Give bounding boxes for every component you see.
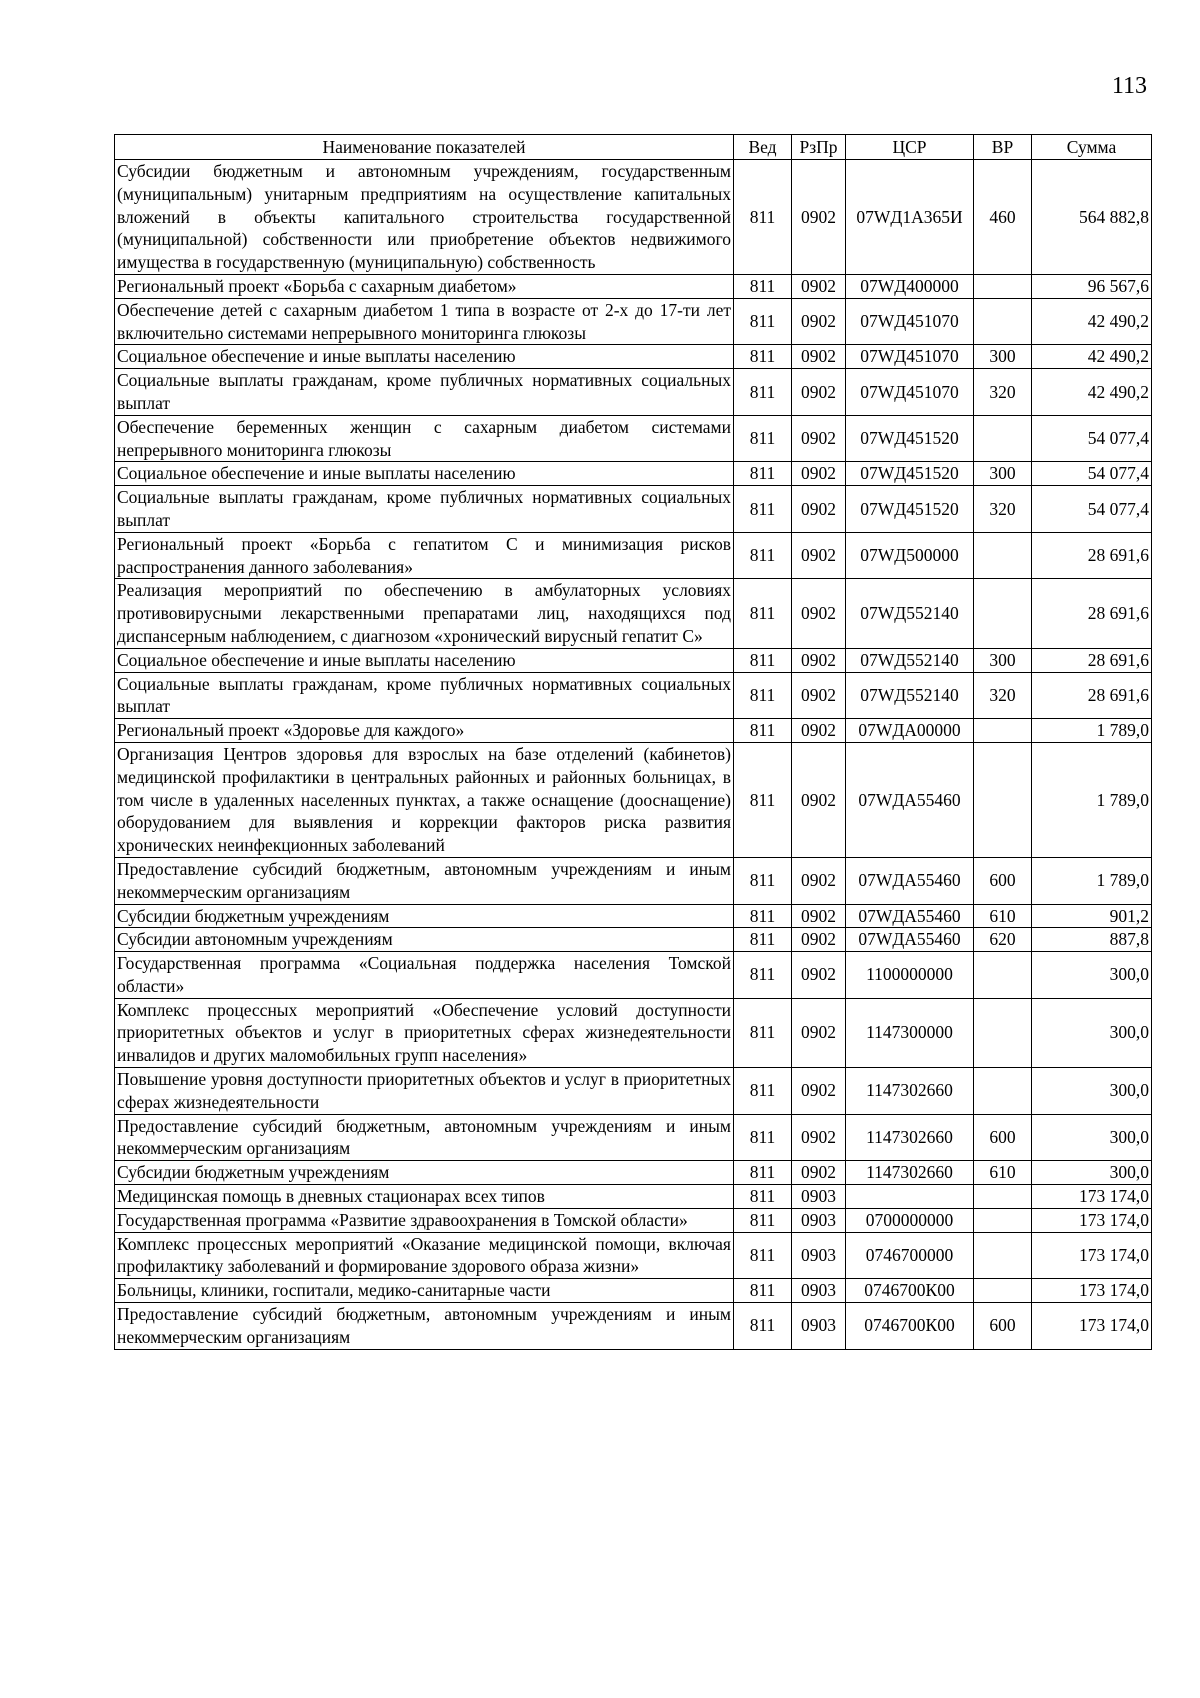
table-row	[115, 928, 1152, 952]
cell-sum: 54 077,4	[1032, 462, 1152, 486]
cell-ved: 811	[734, 719, 792, 743]
cell-vr	[974, 952, 1032, 999]
cell-rzpr: 0903	[792, 1232, 846, 1279]
cell-name: Региональный проект «Здоровье для каждого»	[115, 719, 734, 743]
cell-vr: 610	[974, 904, 1032, 928]
cell-ved: 811	[734, 532, 792, 579]
cell-csr: 07WД400000	[846, 274, 974, 298]
cell-csr: 0746700К00	[846, 1279, 974, 1303]
cell-rzpr: 0902	[792, 298, 846, 345]
table-row	[115, 462, 1152, 486]
header-sum: Сумма	[1032, 135, 1152, 160]
cell-sum: 54 077,4	[1032, 415, 1152, 462]
cell-sum: 173 174,0	[1032, 1303, 1152, 1350]
cell-name: Обеспечение детей с сахарным диабетом 1 типа в возрасте от 2-х до 17-ти лет включительно системами непрерывного мониторинга глюкозы	[115, 298, 734, 345]
cell-ved: 811	[734, 579, 792, 648]
cell-sum: 300,0	[1032, 1068, 1152, 1115]
table-row	[115, 742, 1152, 857]
cell-rzpr: 0902	[792, 648, 846, 672]
cell-csr: 07WД451070	[846, 298, 974, 345]
table-row	[115, 486, 1152, 533]
cell-sum: 96 567,6	[1032, 274, 1152, 298]
cell-rzpr: 0902	[792, 857, 846, 904]
cell-name: Предоставление субсидий бюджетным, автономным учреждениям и иным некоммерческим организациям	[115, 1114, 734, 1161]
cell-name: Субсидии бюджетным учреждениям	[115, 904, 734, 928]
cell-vr	[974, 1232, 1032, 1279]
cell-vr	[974, 1185, 1032, 1209]
cell-csr: 07WД451520	[846, 486, 974, 533]
cell-rzpr: 0903	[792, 1279, 846, 1303]
cell-csr: 1147302660	[846, 1161, 974, 1185]
table-row	[115, 1232, 1152, 1279]
cell-ved: 811	[734, 1114, 792, 1161]
cell-csr: 07WД451070	[846, 345, 974, 369]
table-body	[115, 160, 1152, 1350]
cell-ved: 811	[734, 928, 792, 952]
cell-vr: 300	[974, 648, 1032, 672]
cell-ved: 811	[734, 274, 792, 298]
header-csr: ЦСР	[846, 135, 974, 160]
header-vr: ВР	[974, 135, 1032, 160]
cell-csr: 07WД500000	[846, 532, 974, 579]
cell-ved: 811	[734, 672, 792, 719]
cell-rzpr: 0902	[792, 719, 846, 743]
cell-rzpr: 0902	[792, 274, 846, 298]
cell-rzpr: 0902	[792, 1114, 846, 1161]
cell-sum: 1 789,0	[1032, 857, 1152, 904]
cell-ved: 811	[734, 486, 792, 533]
table-row	[115, 857, 1152, 904]
cell-name: Социальное обеспечение и иные выплаты населению	[115, 345, 734, 369]
cell-csr: 07WДА55460	[846, 742, 974, 857]
cell-rzpr: 0903	[792, 1303, 846, 1350]
cell-name: Социальные выплаты гражданам, кроме публичных нормативных социальных выплат	[115, 369, 734, 416]
table-row	[115, 1279, 1152, 1303]
table-row	[115, 415, 1152, 462]
cell-name: Обеспечение беременных женщин с сахарным диабетом системами непрерывного мониторинга глюкозы	[115, 415, 734, 462]
cell-csr: 07WДА00000	[846, 719, 974, 743]
cell-name: Социальное обеспечение и иные выплаты населению	[115, 648, 734, 672]
cell-vr: 600	[974, 1114, 1032, 1161]
cell-name: Социальные выплаты гражданам, кроме публичных нормативных социальных выплат	[115, 672, 734, 719]
table-row	[115, 719, 1152, 743]
cell-ved: 811	[734, 648, 792, 672]
cell-ved: 811	[734, 462, 792, 486]
cell-vr: 620	[974, 928, 1032, 952]
table-row	[115, 1161, 1152, 1185]
cell-ved: 811	[734, 298, 792, 345]
cell-vr: 610	[974, 1161, 1032, 1185]
cell-csr: 1100000000	[846, 952, 974, 999]
cell-rzpr: 0902	[792, 742, 846, 857]
table-row	[115, 1068, 1152, 1115]
header-ved: Вед	[734, 135, 792, 160]
page-number: 113	[1111, 73, 1147, 99]
cell-sum: 1 789,0	[1032, 742, 1152, 857]
cell-sum: 173 174,0	[1032, 1279, 1152, 1303]
cell-csr: 07WД1А365И	[846, 160, 974, 275]
cell-vr: 300	[974, 462, 1032, 486]
cell-sum: 173 174,0	[1032, 1232, 1152, 1279]
table-row	[115, 672, 1152, 719]
cell-sum: 300,0	[1032, 1161, 1152, 1185]
cell-csr: 07WД451520	[846, 462, 974, 486]
table-row	[115, 998, 1152, 1067]
cell-name: Субсидии автономным учреждениям	[115, 928, 734, 952]
cell-csr: 0700000000	[846, 1208, 974, 1232]
cell-csr: 07WД451520	[846, 415, 974, 462]
cell-csr: 07WД552140	[846, 579, 974, 648]
cell-name: Субсидии бюджетным и автономным учреждениям, государственным (муниципальным) унитарным предприятиям на осуществление капитальных вложений в объекты капитального строительства государственной (муниципальной) собственности или приобретение объектов недвижимого имущества в государственную (муниципальную) собственность	[115, 160, 734, 275]
cell-ved: 811	[734, 1068, 792, 1115]
cell-csr	[846, 1185, 974, 1209]
cell-rzpr: 0902	[792, 532, 846, 579]
table-header-row	[115, 135, 1152, 160]
cell-vr: 460	[974, 160, 1032, 275]
cell-name: Повышение уровня доступности приоритетных объектов и услуг в приоритетных сферах жизнедеятельности	[115, 1068, 734, 1115]
cell-rzpr: 0902	[792, 998, 846, 1067]
cell-ved: 811	[734, 1208, 792, 1232]
cell-vr	[974, 579, 1032, 648]
cell-sum: 887,8	[1032, 928, 1152, 952]
table-row	[115, 345, 1152, 369]
cell-vr: 320	[974, 672, 1032, 719]
cell-sum: 901,2	[1032, 904, 1152, 928]
cell-rzpr: 0902	[792, 928, 846, 952]
table-row	[115, 904, 1152, 928]
cell-sum: 1 789,0	[1032, 719, 1152, 743]
cell-csr: 07WД552140	[846, 648, 974, 672]
cell-name: Реализация мероприятий по обеспечению в амбулаторных условиях противовирусными лекарственными препаратами лиц, находящихся под диспансерным наблюдением, с диагнозом «хронический вирусный гепатит С»	[115, 579, 734, 648]
cell-sum: 173 174,0	[1032, 1185, 1152, 1209]
cell-ved: 811	[734, 742, 792, 857]
cell-rzpr: 0902	[792, 486, 846, 533]
cell-csr: 1147300000	[846, 998, 974, 1067]
cell-ved: 811	[734, 904, 792, 928]
cell-name: Предоставление субсидий бюджетным, автономным учреждениям и иным некоммерческим организациям	[115, 1303, 734, 1350]
cell-vr	[974, 1068, 1032, 1115]
header-rzpr: РзПр	[792, 135, 846, 160]
cell-vr	[974, 298, 1032, 345]
cell-csr: 07WДА55460	[846, 928, 974, 952]
cell-csr: 07WДА55460	[846, 904, 974, 928]
cell-sum: 564 882,8	[1032, 160, 1152, 275]
cell-ved: 811	[734, 369, 792, 416]
cell-name: Комплекс процессных мероприятий «Обеспечение условий доступности приоритетных объектов и услуг в приоритетных сферах жизнедеятельности инвалидов и других маломобильных групп населения»	[115, 998, 734, 1067]
cell-ved: 811	[734, 1185, 792, 1209]
cell-ved: 811	[734, 952, 792, 999]
cell-name: Субсидии бюджетным учреждениям	[115, 1161, 734, 1185]
cell-rzpr: 0903	[792, 1185, 846, 1209]
cell-vr	[974, 415, 1032, 462]
cell-rzpr: 0902	[792, 1161, 846, 1185]
cell-vr	[974, 998, 1032, 1067]
cell-sum: 28 691,6	[1032, 579, 1152, 648]
cell-sum: 300,0	[1032, 998, 1152, 1067]
cell-rzpr: 0902	[792, 462, 846, 486]
cell-rzpr: 0902	[792, 904, 846, 928]
cell-sum: 54 077,4	[1032, 486, 1152, 533]
cell-ved: 811	[734, 1303, 792, 1350]
cell-name: Медицинская помощь в дневных стационарах всех типов	[115, 1185, 734, 1209]
cell-name: Больницы, клиники, госпитали, медико-санитарные части	[115, 1279, 734, 1303]
cell-name: Предоставление субсидий бюджетным, автономным учреждениям и иным некоммерческим организациям	[115, 857, 734, 904]
cell-vr: 320	[974, 369, 1032, 416]
cell-vr: 320	[974, 486, 1032, 533]
cell-rzpr: 0902	[792, 160, 846, 275]
cell-csr: 07WД451070	[846, 369, 974, 416]
cell-rzpr: 0902	[792, 415, 846, 462]
table-row	[115, 1303, 1152, 1350]
cell-csr: 0746700000	[846, 1232, 974, 1279]
table-row	[115, 1208, 1152, 1232]
cell-sum: 28 691,6	[1032, 532, 1152, 579]
table-row	[115, 579, 1152, 648]
cell-csr: 1147302660	[846, 1114, 974, 1161]
cell-name: Социальное обеспечение и иные выплаты населению	[115, 462, 734, 486]
header-name: Наименование показателей	[115, 135, 734, 160]
cell-sum: 28 691,6	[1032, 648, 1152, 672]
cell-ved: 811	[734, 1161, 792, 1185]
cell-rzpr: 0902	[792, 369, 846, 416]
cell-rzpr: 0902	[792, 952, 846, 999]
cell-csr: 07WДА55460	[846, 857, 974, 904]
table-row	[115, 952, 1152, 999]
cell-name: Государственная программа «Развитие здравоохранения в Томской области»	[115, 1208, 734, 1232]
cell-rzpr: 0902	[792, 672, 846, 719]
cell-sum: 300,0	[1032, 952, 1152, 999]
cell-ved: 811	[734, 1232, 792, 1279]
cell-vr	[974, 532, 1032, 579]
cell-vr: 600	[974, 857, 1032, 904]
budget-table	[114, 134, 1152, 1350]
cell-sum: 42 490,2	[1032, 298, 1152, 345]
cell-csr: 07WД552140	[846, 672, 974, 719]
cell-name: Социальные выплаты гражданам, кроме публичных нормативных социальных выплат	[115, 486, 734, 533]
cell-name: Государственная программа «Социальная поддержка населения Томской области»	[115, 952, 734, 999]
cell-rzpr: 0902	[792, 345, 846, 369]
cell-ved: 811	[734, 345, 792, 369]
table-row	[115, 1114, 1152, 1161]
cell-csr: 1147302660	[846, 1068, 974, 1115]
table-row	[115, 369, 1152, 416]
cell-vr	[974, 274, 1032, 298]
cell-sum: 300,0	[1032, 1114, 1152, 1161]
cell-vr	[974, 719, 1032, 743]
table-row	[115, 298, 1152, 345]
table-row	[115, 160, 1152, 275]
cell-ved: 811	[734, 857, 792, 904]
cell-ved: 811	[734, 1279, 792, 1303]
cell-name: Комплекс процессных мероприятий «Оказание медицинской помощи, включая профилактику заболеваний и формирование здорового образа жизни»	[115, 1232, 734, 1279]
cell-rzpr: 0902	[792, 579, 846, 648]
cell-rzpr: 0903	[792, 1208, 846, 1232]
cell-name: Региональный проект «Борьба с сахарным диабетом»	[115, 274, 734, 298]
cell-ved: 811	[734, 160, 792, 275]
cell-vr	[974, 1279, 1032, 1303]
cell-name: Региональный проект «Борьба с гепатитом С и минимизация рисков распространения данного заболевания»	[115, 532, 734, 579]
cell-sum: 42 490,2	[1032, 345, 1152, 369]
cell-sum: 28 691,6	[1032, 672, 1152, 719]
cell-vr	[974, 1208, 1032, 1232]
table-row	[115, 648, 1152, 672]
cell-csr: 0746700К00	[846, 1303, 974, 1350]
cell-ved: 811	[734, 415, 792, 462]
cell-ved: 811	[734, 998, 792, 1067]
cell-vr	[974, 742, 1032, 857]
table-row	[115, 1185, 1152, 1209]
cell-vr: 300	[974, 345, 1032, 369]
cell-vr: 600	[974, 1303, 1032, 1350]
cell-sum: 173 174,0	[1032, 1208, 1152, 1232]
cell-sum: 42 490,2	[1032, 369, 1152, 416]
cell-name: Организация Центров здоровья для взрослых на базе отделений (кабинетов) медицинской профилактики в центральных районных и районных больницах, в том числе в удаленных населенных пунктах, а также оснащение (дооснащение) оборудованием для выявления и коррекции факторов риска развития хронических неинфекционных заболеваний	[115, 742, 734, 857]
table-row	[115, 532, 1152, 579]
table-row	[115, 274, 1152, 298]
cell-rzpr: 0902	[792, 1068, 846, 1115]
